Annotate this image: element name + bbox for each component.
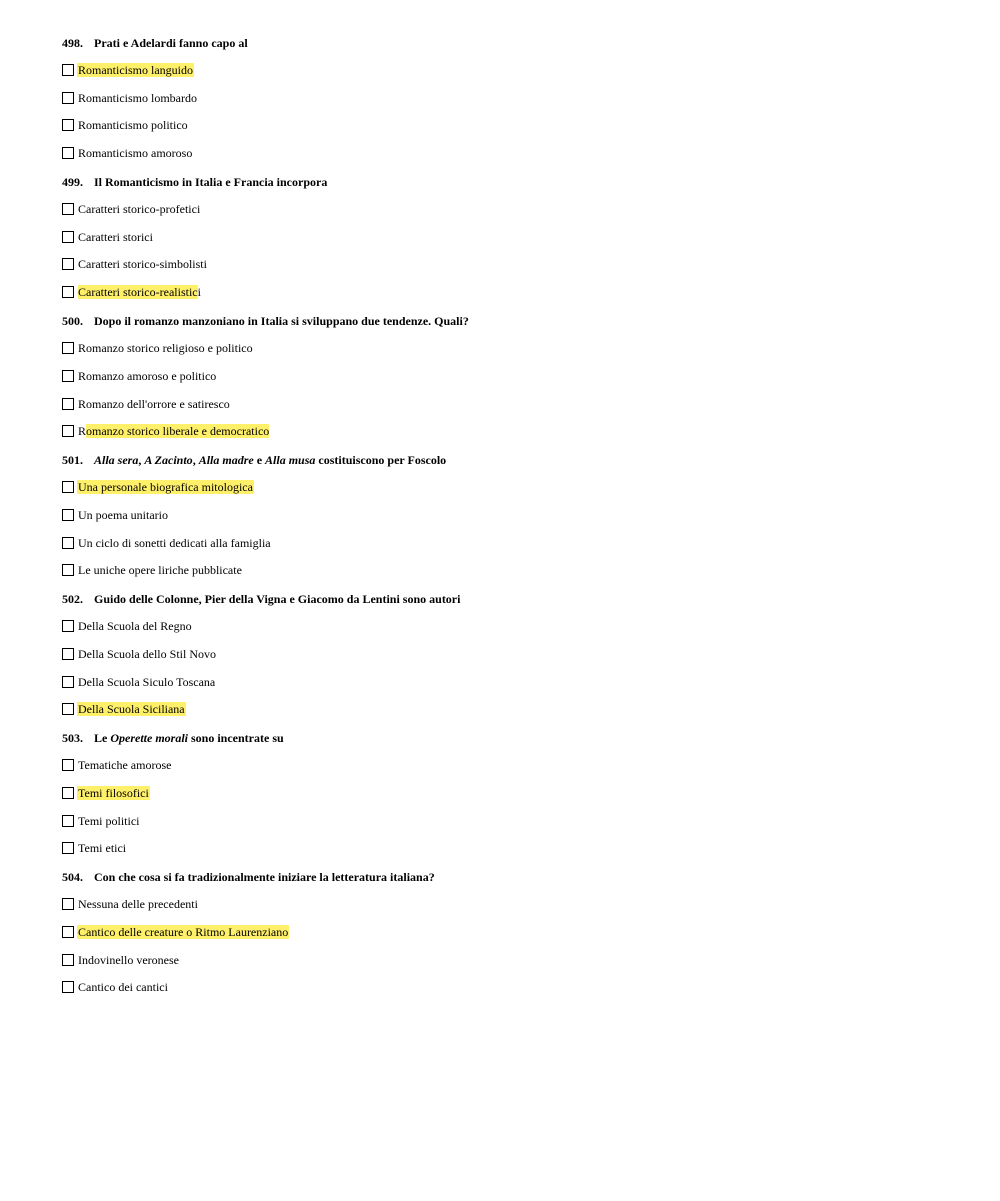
- answer-checkbox[interactable]: [62, 231, 74, 243]
- answer-checkbox[interactable]: [62, 119, 74, 131]
- answer-option[interactable]: [62, 423, 962, 439]
- answer-text-highlighted: Una personale biografica mitologica: [78, 480, 253, 495]
- work-title: A Zacinto: [144, 453, 193, 468]
- question-text: Prati e Adelardi fanno capo al: [94, 36, 248, 50]
- work-title: Alla sera: [94, 453, 139, 468]
- answer-text: Romanticismo politico: [78, 118, 188, 133]
- answer-checkbox[interactable]: [62, 564, 74, 576]
- answer-checkbox[interactable]: [62, 648, 74, 660]
- answer-option[interactable]: [62, 924, 962, 940]
- question-503: [62, 730, 962, 856]
- answer-text: Nessuna delle precedenti: [78, 897, 198, 912]
- answer-text: Caratteri storico-simbolisti: [78, 257, 207, 272]
- plain-span: R: [78, 424, 87, 439]
- question-text: costituiscono per Foscolo: [315, 453, 447, 468]
- question-title: [62, 313, 962, 329]
- question-number: 503.: [62, 731, 83, 746]
- answer-text: Un ciclo di sonetti dedicati alla famiglia: [78, 535, 271, 550]
- answer-text: Caratteri storici: [78, 229, 153, 244]
- question-502: [62, 591, 962, 717]
- question-number: 501.: [62, 453, 83, 468]
- answer-text: Caratteri storico-profetici: [78, 202, 201, 217]
- answer-option[interactable]: [62, 785, 962, 801]
- answer-option[interactable]: [62, 62, 962, 78]
- answer-checkbox[interactable]: [62, 92, 74, 104]
- question-number: 504.: [62, 870, 83, 885]
- question-number: 502.: [62, 592, 83, 607]
- work-title: Operette morali: [110, 731, 188, 746]
- answer-option[interactable]: [62, 479, 962, 495]
- answer-option[interactable]: [62, 535, 962, 551]
- question-504: [62, 869, 962, 995]
- answer-text-highlighted: Della Scuola Siciliana: [78, 702, 185, 717]
- highlighted-span: omanzo storico liberale e democratico: [86, 424, 270, 439]
- answer-text: Romanzo amoroso e politico: [78, 368, 217, 383]
- answer-option[interactable]: [62, 396, 962, 412]
- answer-option[interactable]: [62, 757, 962, 773]
- answer-checkbox[interactable]: [62, 703, 74, 715]
- answer-option[interactable]: [62, 256, 962, 272]
- work-title: Alla musa: [265, 453, 316, 468]
- answer-checkbox[interactable]: [62, 509, 74, 521]
- answer-text: Le uniche opere liriche pubblicate: [78, 563, 242, 578]
- answer-text: Della Scuola Siculo Toscana: [78, 674, 216, 689]
- answer-checkbox[interactable]: [62, 370, 74, 382]
- answer-checkbox[interactable]: [62, 481, 74, 493]
- separator: ,: [192, 453, 199, 468]
- answer-text-highlighted: Cantico delle creature o Ritmo Laurenziano: [78, 925, 289, 940]
- answer-text-partial-highlight: [77, 285, 202, 299]
- answer-checkbox[interactable]: [62, 842, 74, 854]
- work-title: Alla madre: [198, 453, 254, 468]
- answer-checkbox[interactable]: [62, 147, 74, 159]
- answer-checkbox[interactable]: [62, 676, 74, 688]
- question-501: [62, 452, 962, 578]
- answer-option[interactable]: [62, 840, 962, 856]
- answer-checkbox[interactable]: [62, 203, 74, 215]
- answer-text: Della Scuola dello Stil Novo: [78, 646, 216, 661]
- answer-checkbox[interactable]: [62, 759, 74, 771]
- answer-checkbox[interactable]: [62, 981, 74, 993]
- answer-text-partial-highlight: [77, 424, 270, 438]
- answer-text: Indovinello veronese: [78, 952, 179, 967]
- question-text: Le: [94, 731, 111, 746]
- answer-option[interactable]: [62, 979, 962, 995]
- answer-text: Della Scuola del Regno: [78, 619, 192, 634]
- question-498: [62, 35, 962, 161]
- answer-text: Romanticismo lombardo: [78, 90, 197, 105]
- answer-text: Romanzo dell'orrore e satiresco: [78, 396, 230, 411]
- answer-text-highlighted: Romanticismo languido: [78, 63, 193, 77]
- question-text: sono incentrate su: [188, 731, 284, 746]
- answer-checkbox[interactable]: [62, 398, 74, 410]
- separator: e: [253, 453, 266, 468]
- answer-option[interactable]: [62, 368, 962, 384]
- answer-text: Cantico dei cantici: [78, 980, 168, 995]
- question-title: [62, 869, 962, 885]
- separator: ,: [138, 453, 145, 468]
- answer-checkbox[interactable]: [62, 537, 74, 549]
- answer-option[interactable]: [62, 117, 962, 133]
- answer-option[interactable]: [62, 674, 962, 690]
- quiz-page: [62, 35, 962, 1008]
- plain-span: i: [197, 285, 201, 300]
- answer-option[interactable]: [62, 618, 962, 634]
- answer-option[interactable]: [62, 90, 962, 106]
- answer-text: Temi etici: [78, 841, 127, 856]
- answer-text-highlighted: Temi filosofici: [78, 786, 149, 800]
- answer-text: Romanzo storico religioso e politico: [78, 341, 253, 356]
- question-500: [62, 313, 962, 439]
- question-number: 500.: [62, 314, 83, 329]
- question-text: Guido delle Colonne, Pier della Vigna e Giacomo da Lentini sono autori: [94, 592, 461, 607]
- answer-option[interactable]: [62, 340, 962, 356]
- question-title: [62, 730, 962, 746]
- question-title: [62, 35, 962, 51]
- question-text: Con che cosa si fa tradizionalmente iniziare la letteratura italiana?: [94, 870, 435, 885]
- answer-checkbox[interactable]: [62, 342, 74, 354]
- answer-option[interactable]: [62, 507, 962, 523]
- answer-option[interactable]: [62, 646, 962, 662]
- answer-checkbox[interactable]: [62, 926, 74, 938]
- answer-option[interactable]: [62, 701, 962, 717]
- answer-option[interactable]: [62, 201, 962, 217]
- answer-text: Un poema unitario: [78, 507, 168, 522]
- answer-option[interactable]: [62, 813, 962, 829]
- answer-checkbox[interactable]: [62, 620, 74, 632]
- answer-option[interactable]: [62, 145, 962, 161]
- question-number: 499.: [62, 175, 83, 190]
- answer-option[interactable]: [62, 229, 962, 245]
- answer-checkbox[interactable]: [62, 286, 74, 298]
- question-title: [62, 174, 962, 190]
- answer-option[interactable]: [62, 284, 962, 300]
- question-title: [62, 452, 962, 468]
- answer-text: Tematiche amorose: [78, 758, 172, 773]
- answer-checkbox[interactable]: [62, 954, 74, 966]
- answer-text: Romanticismo amoroso: [78, 146, 193, 161]
- answer-text: Temi politici: [78, 813, 140, 828]
- answer-checkbox[interactable]: [62, 258, 74, 270]
- answer-option[interactable]: [62, 896, 962, 912]
- answer-checkbox[interactable]: [62, 425, 74, 437]
- question-number: 498.: [62, 36, 83, 50]
- highlighted-span: Caratteri storico-realistic: [78, 285, 198, 300]
- answer-checkbox[interactable]: [62, 64, 74, 76]
- answer-checkbox[interactable]: [62, 787, 74, 799]
- question-text: Dopo il romanzo manzoniano in Italia si sviluppano due tendenze. Quali?: [94, 314, 469, 329]
- answer-checkbox[interactable]: [62, 815, 74, 827]
- question-text: Il Romanticismo in Italia e Francia incorpora: [94, 175, 328, 190]
- answer-option[interactable]: [62, 562, 962, 578]
- question-499: [62, 174, 962, 300]
- answer-checkbox[interactable]: [62, 898, 74, 910]
- answer-option[interactable]: [62, 952, 962, 968]
- question-title: [62, 591, 962, 607]
